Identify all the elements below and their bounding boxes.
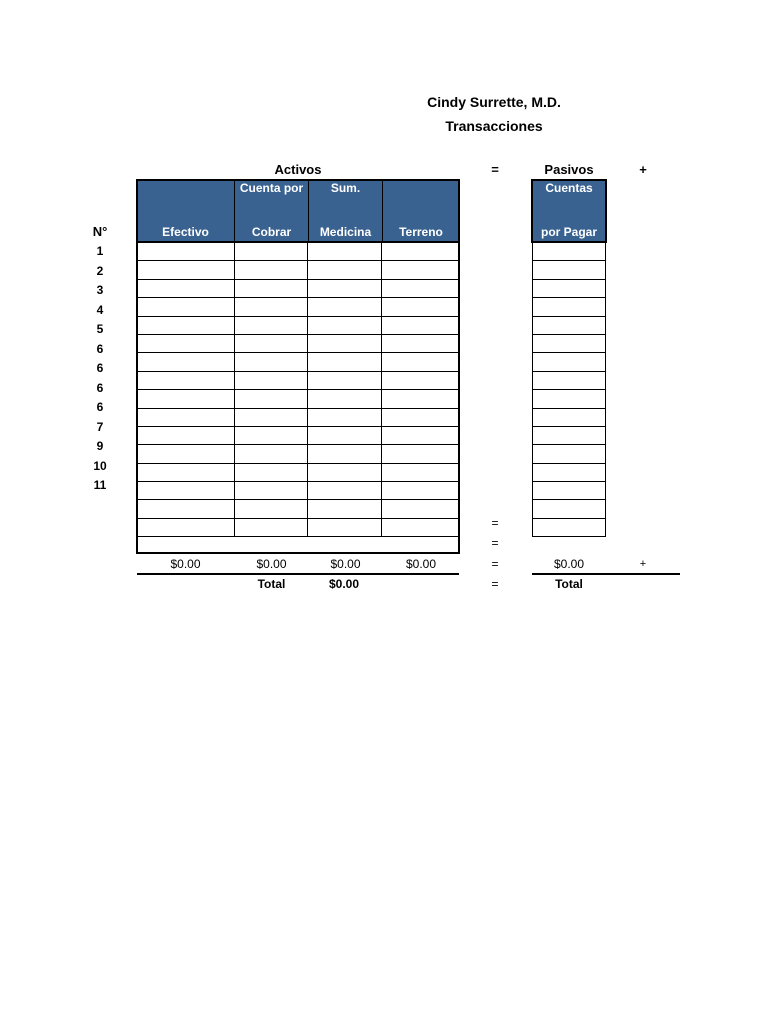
entry-cell[interactable] [382, 279, 459, 297]
equals-heading: = [491, 162, 499, 177]
assets-row [138, 371, 459, 389]
entry-cell[interactable] [533, 500, 606, 518]
entry-cell[interactable] [234, 298, 308, 316]
entry-cell[interactable] [234, 463, 308, 481]
entry-cell[interactable] [308, 279, 382, 297]
row-number: 10 [93, 458, 107, 473]
entry-cell[interactable] [382, 371, 459, 389]
entry-cell[interactable] [308, 316, 382, 334]
entry-cell[interactable] [138, 316, 235, 334]
entry-cell[interactable] [138, 243, 235, 261]
header-efectivo [137, 180, 234, 242]
entry-cell[interactable] [533, 482, 606, 500]
liabilities-row [533, 408, 606, 426]
total-equals: = [491, 557, 499, 571]
assets-row [138, 445, 459, 463]
assets-total-value: $0.00 [329, 577, 360, 591]
row-number: 3 [96, 283, 104, 297]
liabilities-row [533, 390, 606, 408]
row-number: 6 [96, 400, 104, 414]
liabilities-grid [532, 242, 606, 537]
entry-cell[interactable] [308, 243, 382, 261]
row-number: 9 [96, 439, 104, 453]
liabilities-row [533, 316, 606, 334]
entry-cell[interactable] [234, 426, 308, 444]
header-sum-line1: Sum. [330, 181, 361, 195]
entry-cell[interactable] [308, 298, 382, 316]
header-sum-line2: Medicina [319, 225, 372, 239]
entry-cell[interactable] [533, 426, 606, 444]
liabilities-row [533, 426, 606, 444]
entry-cell[interactable] [234, 353, 308, 371]
entry-cell[interactable] [138, 518, 235, 536]
entry-cell[interactable] [533, 371, 606, 389]
header-sum-medicina [309, 180, 382, 242]
entry-cell[interactable] [234, 445, 308, 463]
entry-cell[interactable] [382, 445, 459, 463]
entry-cell[interactable] [138, 371, 235, 389]
entry-cell[interactable] [308, 353, 382, 371]
row-number: 5 [96, 322, 104, 336]
assets-row [138, 353, 459, 371]
entry-cell[interactable] [138, 298, 235, 316]
row-number: 6 [96, 361, 104, 375]
total-cuenta: $0.00 [256, 557, 287, 571]
entry-cell[interactable] [533, 316, 606, 334]
entry-cell[interactable] [382, 316, 459, 334]
header-efectivo-label: Efectivo [162, 225, 209, 239]
row-number: 4 [96, 302, 104, 317]
entry-cell[interactable] [382, 408, 459, 426]
entry-cell[interactable] [533, 261, 606, 279]
header-cuentas-line1: Cuentas [545, 181, 593, 195]
assets-row [138, 518, 459, 536]
assets-row [138, 500, 459, 518]
entry-cell[interactable] [234, 279, 308, 297]
entry-cell[interactable] [308, 518, 382, 536]
entry-cell[interactable] [382, 426, 459, 444]
entry-cell[interactable] [533, 390, 606, 408]
entry-cell[interactable] [382, 298, 459, 316]
entry-cell[interactable] [138, 390, 235, 408]
entry-cell[interactable] [382, 261, 459, 279]
header-cuenta-line1: Cuenta por [239, 181, 304, 195]
entry-cell[interactable] [308, 463, 382, 481]
entry-cell[interactable] [234, 261, 308, 279]
header-divider [382, 180, 383, 242]
header-cuenta-line2: Cobrar [251, 225, 292, 239]
entry-cell[interactable] [138, 463, 235, 481]
liabilities-heading: Pasivos [544, 162, 594, 177]
entry-cell[interactable] [138, 426, 235, 444]
entry-cell[interactable] [382, 390, 459, 408]
assets-row [138, 243, 459, 261]
liabilities-row [533, 298, 606, 316]
equals-mark: = [491, 516, 499, 530]
entry-cell[interactable] [138, 261, 235, 279]
header-divider [234, 180, 235, 242]
entry-cell[interactable] [308, 426, 382, 444]
total-sum: $0.00 [330, 557, 361, 571]
liabilities-row [533, 518, 606, 536]
entry-cell[interactable] [533, 518, 606, 536]
row-number: 6 [96, 341, 104, 356]
entry-cell[interactable] [382, 482, 459, 500]
row-number: 6 [96, 380, 104, 395]
liabilities-total-line [532, 573, 680, 575]
liabilities-row [533, 279, 606, 297]
header-cuenta-por-cobrar [235, 180, 308, 242]
entry-cell[interactable] [308, 334, 382, 352]
entry-cell[interactable] [138, 445, 235, 463]
assets-row [138, 298, 459, 316]
entry-cell[interactable] [533, 445, 606, 463]
entry-cell[interactable] [308, 408, 382, 426]
entry-cell[interactable] [533, 279, 606, 297]
entry-cell[interactable] [234, 334, 308, 352]
entry-cell[interactable] [234, 408, 308, 426]
entry-cell[interactable] [533, 334, 606, 352]
liabilities-row [533, 243, 606, 261]
row-number: 11 [93, 478, 107, 492]
entry-cell[interactable] [382, 500, 459, 518]
entry-cell[interactable] [234, 243, 308, 261]
assets-row [138, 408, 459, 426]
assets-row [138, 482, 459, 500]
report-title: Transacciones [445, 118, 543, 134]
assets-grid [137, 242, 459, 537]
header-terreno [383, 180, 459, 242]
number-column-label: N° [92, 224, 108, 239]
entry-cell[interactable] [533, 463, 606, 481]
entry-cell[interactable] [308, 371, 382, 389]
plus-heading: + [639, 162, 647, 177]
entry-cell[interactable] [308, 261, 382, 279]
liabilities-row [533, 353, 606, 371]
header-terreno-label: Terreno [399, 225, 443, 239]
total-terreno: $0.00 [405, 557, 437, 571]
liabilities-row [533, 445, 606, 463]
liabilities-row [533, 463, 606, 481]
assets-total-line [137, 573, 459, 575]
entry-cell[interactable] [533, 243, 606, 261]
liabilities-row [533, 334, 606, 352]
header-divider [308, 180, 309, 242]
header-cuentas-line2: por Pagar [540, 225, 597, 239]
liabilities-row [533, 261, 606, 279]
row-number: 7 [96, 419, 104, 434]
assets-row [138, 334, 459, 352]
summary-equals: = [491, 577, 499, 591]
entry-cell[interactable] [533, 408, 606, 426]
row-number: 2 [96, 263, 104, 278]
entry-cell[interactable] [308, 445, 382, 463]
entry-cell[interactable] [308, 390, 382, 408]
total-cuentas: $0.00 [553, 557, 585, 571]
assets-row [138, 426, 459, 444]
entry-cell[interactable] [382, 353, 459, 371]
entry-cell[interactable] [138, 500, 235, 518]
assets-row [138, 463, 459, 481]
entry-cell[interactable] [138, 279, 235, 297]
assets-row [138, 390, 459, 408]
entry-cell[interactable] [234, 518, 308, 536]
entry-cell[interactable] [234, 371, 308, 389]
assets-row [138, 316, 459, 334]
assets-row [138, 261, 459, 279]
entry-cell[interactable] [138, 482, 235, 500]
total-efectivo: $0.00 [170, 557, 201, 571]
entry-cell[interactable] [382, 518, 459, 536]
entry-cell[interactable] [234, 482, 308, 500]
equals-mark: = [491, 536, 499, 550]
entry-cell[interactable] [234, 500, 308, 518]
assets-heading: Activos [274, 162, 322, 177]
entry-cell[interactable] [533, 353, 606, 371]
assets-total-label: Total [257, 577, 286, 591]
row-number: 1 [96, 244, 104, 258]
total-plus: + [639, 558, 647, 570]
header-cuentas-por-pagar [532, 180, 606, 242]
entry-cell[interactable] [234, 390, 308, 408]
liabilities-row [533, 482, 606, 500]
entry-cell[interactable] [308, 482, 382, 500]
entry-cell[interactable] [138, 353, 235, 371]
liabilities-total-label: Total [555, 577, 583, 591]
liabilities-row [533, 500, 606, 518]
assets-row [138, 279, 459, 297]
company-name: Cindy Surrette, M.D. [427, 94, 561, 110]
entry-cell[interactable] [382, 334, 459, 352]
entry-cell[interactable] [382, 463, 459, 481]
liabilities-row [533, 371, 606, 389]
entry-cell[interactable] [138, 334, 235, 352]
entry-cell[interactable] [234, 316, 308, 334]
entry-cell[interactable] [138, 408, 235, 426]
entry-cell[interactable] [533, 298, 606, 316]
entry-cell[interactable] [308, 500, 382, 518]
entry-cell[interactable] [382, 243, 459, 261]
